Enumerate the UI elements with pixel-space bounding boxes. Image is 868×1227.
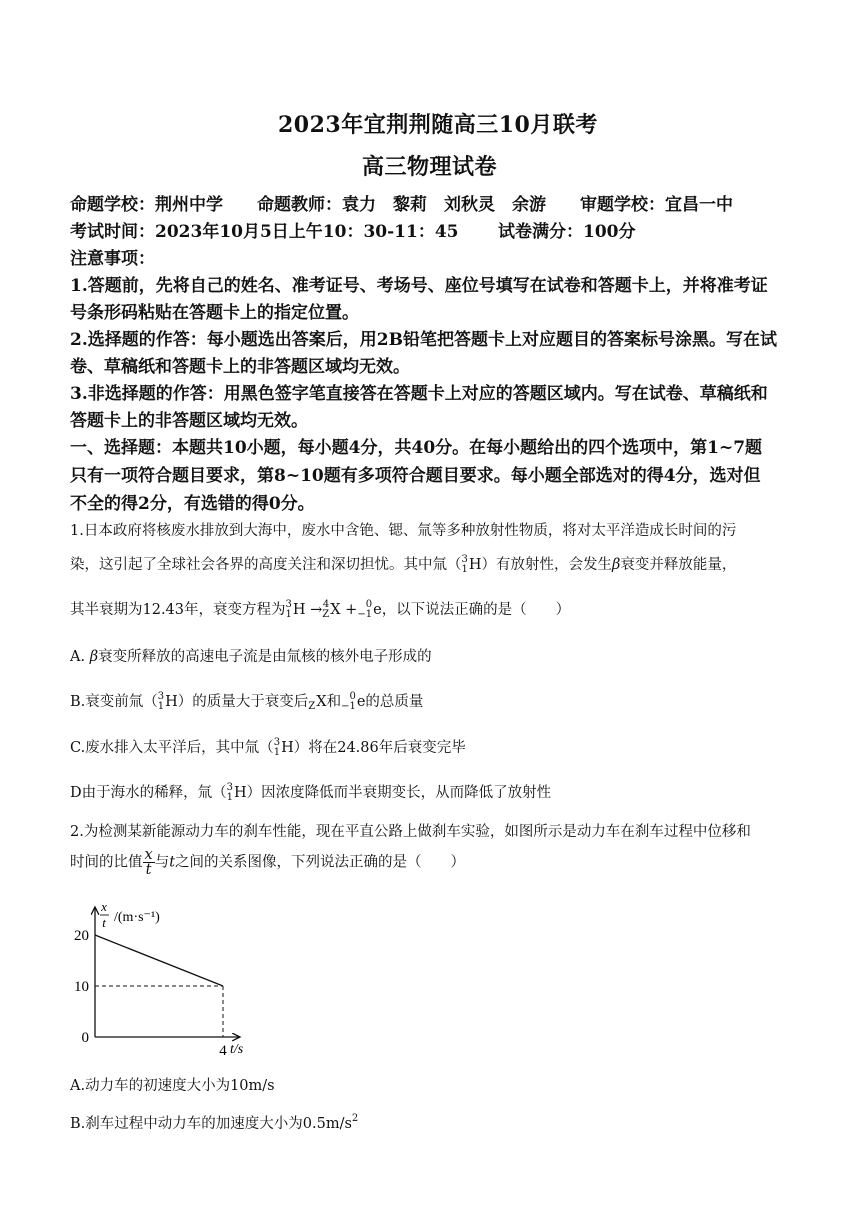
school-line: 命题学校：荆州中学 命题教师：袁力 黎莉 刘秋灵 余游 审题学校：宜昌一中	[70, 195, 733, 215]
q1-line-3: 其半衰期为12.43年，衰变方程为3 1H →4 ZX + 0 −1e，以下说法正确的是（ ）	[70, 599, 571, 620]
q2-line-1: 2.为检测某新能源动力车的刹车性能，现在平直公路上做刹车实验，如图所示是动力车在刹车过程中位移和	[70, 824, 751, 840]
q1-option-c: C.废水排入太平洋后，其中氚（3 1H）将在24.86年后衰变完毕	[70, 737, 466, 758]
page-subtitle: 高三物理试卷	[362, 154, 498, 180]
q1-option-d: D由于海水的稀释，氚（3 1H）因浓度降低而半衰期变长，从而降低了放射性	[70, 782, 552, 803]
data-line	[95, 935, 223, 986]
note-2b: 卷、草稿纸和答题卡上的非答题区域均无效。	[70, 357, 410, 377]
y-tick-label: 0	[81, 1030, 89, 1046]
x-axis-label: t/s	[230, 1042, 244, 1057]
q1-line-2: 染，这引起了全球社会各界的高度关注和深切担忧。其中氚（3 1H）有放射性，会发生β衰变并释放能量，	[70, 554, 737, 575]
svg-text:/(m·s⁻¹): /(m·s⁻¹)	[114, 910, 160, 925]
section-line-1: 一、选择题：本题共10小题，每小题4分，共40分。在每小题给出的四个选项中，第1~7题	[70, 438, 763, 458]
q1-option-b: B.衰变前氚（3 1H）的质量大于衰变后 ZX和 0 −1e的总质量	[70, 691, 424, 712]
note-1b: 号条形码粘贴在答题卡上的指定位置。	[70, 303, 359, 323]
xt-t-chart	[60, 895, 260, 1065]
q2-option-a: A.动力车的初速度大小为10m/s	[70, 1078, 275, 1094]
full-score: 试卷满分：100分	[498, 222, 636, 242]
svg-text:t: t	[102, 915, 106, 930]
notes-heading: 注意事项：	[70, 249, 155, 269]
note-2a: 2.选择题的作答：每小题选出答案后，用2B铅笔把答题卡上对应题目的答案标号涂黑。写在试	[70, 330, 777, 350]
section-line-3: 不全的得2分，有选错的得0分。	[70, 494, 315, 514]
q2-line-2: 时间的比值 $\frac{x}{t}$ 与t之间的关系图像，下列说法正确的是（ ）	[70, 847, 466, 878]
note-1a: 1.答题前，先将自己的姓名、准考证号、考场号、座位号填写在试卷和答题卡上，并将准考证	[70, 276, 768, 296]
note-3b: 答题卡上的非答题区域均无效。	[70, 411, 308, 431]
q1-line-1: 1.日本政府将核废水排放到大海中，废水中含铯、锶、氚等多种放射性物质，将对太平洋造成长时间的污	[70, 523, 737, 539]
page-title: 2023年宜荆荆随高三10月联考	[278, 112, 598, 138]
q1-option-a: A. β衰变所释放的高速电子流是由氚核的核外电子形成的	[70, 649, 432, 665]
y-tick-label: 10	[74, 979, 89, 995]
exam-time: 考试时间：2023年10月5日上午10：30-11：45	[70, 222, 459, 242]
y-tick-label: 20	[74, 928, 89, 944]
note-3a: 3.非选择题的作答：用黑色签字笔直接答在答题卡上对应的答题区域内。写在试卷、草稿纸和	[70, 384, 768, 404]
section-line-2: 只有一项符合题目要求，第8~10题有多项符合题目要求。每小题全部选对的得4分，选对但	[70, 466, 761, 486]
svg-text:x: x	[101, 899, 107, 914]
q2-option-b: B.刹车过程中动力车的加速度大小为$0.5m/s^2$	[70, 1113, 359, 1132]
x-tick-label: 4	[219, 1043, 227, 1059]
y-axis-label	[100, 899, 160, 930]
